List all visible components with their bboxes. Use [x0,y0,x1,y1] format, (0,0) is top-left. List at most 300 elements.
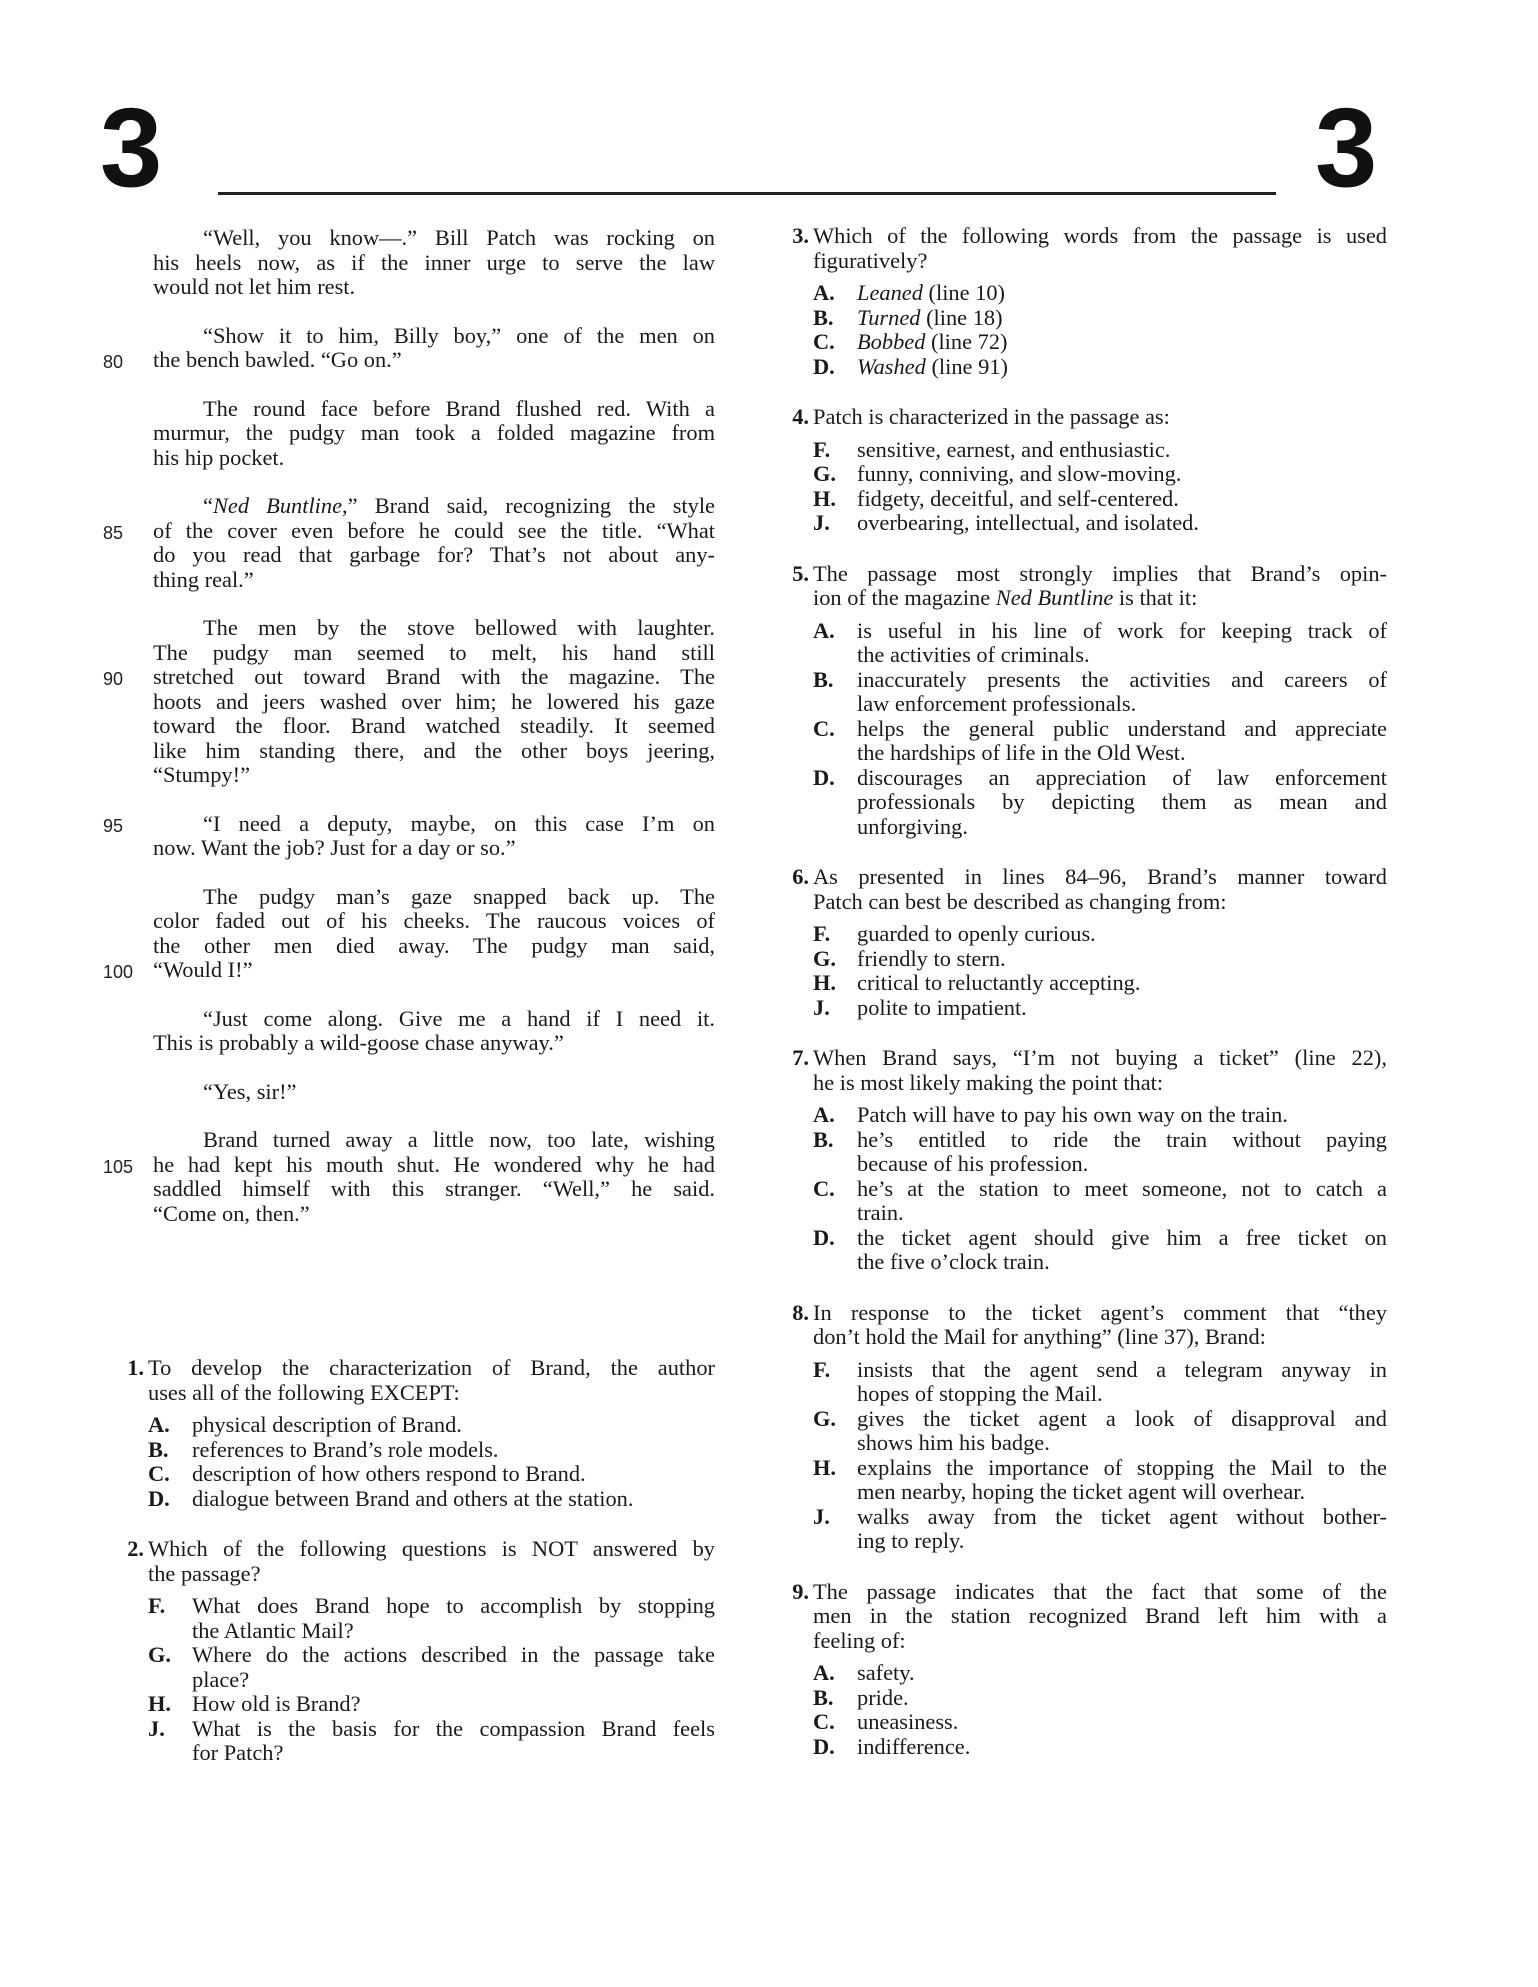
answer-option [813,619,1387,668]
option-letter: A. [813,1660,835,1685]
option-line: What is the basis for the compassion Brand feels [192,1715,715,1741]
question-stem-line: Which of the following questions is NOT answered by [148,1536,715,1561]
option-text [857,619,1387,668]
header-rule [218,192,1276,195]
option-line: walks away from the ticket agent without bother- [857,1503,1387,1529]
passage-line-text: the bench bawled. “Go on.” [153,347,402,372]
passage-line-text: “Ned Buntline,” Brand said, recognizing the style [203,493,715,518]
option-text [857,1226,1387,1275]
answer-option [148,1717,715,1766]
option-word: Leaned [857,280,923,305]
option-letter: A. [813,280,835,305]
passage-paragraph [103,883,715,983]
passage-line [103,810,715,837]
question-number: 9. [792,1578,809,1604]
section-number-right: 3 [1315,85,1378,210]
question-item [110,1537,715,1766]
option-line: What does Brand hope to accomplish by stopping [192,1593,715,1618]
question-stem-line: don’t hold the Mail for anything” (line 37), Brand: [813,1324,1266,1349]
passage-line [153,1177,715,1202]
question-number: 1. [127,1355,144,1380]
option-line: the ticket agent should give him a free ticket on [857,1224,1387,1250]
option-line: he’s at the station to meet someone, not to catch a [857,1175,1387,1201]
stem-text: ion of the magazine [813,585,996,610]
passage-line [153,421,715,446]
option-letter: H. [813,1454,837,1480]
option-line: professionals by depicting them as mean and [857,789,1387,814]
option-line: explains the importance of stopping the Mail to the [857,1454,1387,1480]
option-letter: G. [813,461,837,486]
answer-options [775,1103,1387,1275]
passage-line [153,934,715,959]
answer-option [813,1735,1387,1760]
question-item [775,224,1387,379]
passage-line [103,957,715,983]
questions-left-column [110,1356,715,1792]
stem-italic-title: Ned Buntline [995,585,1114,610]
option-line: the Atlantic Mail? [192,1617,354,1643]
option-line: overbearing, intellectual, and isolated. [857,510,1199,535]
option-letter: B. [813,666,834,692]
passage-line-text: “Would I!” [153,957,253,982]
passage-line-text: toward the floor. Brand watched steadily. It seemed [153,713,715,738]
option-text [192,1643,715,1692]
option-text [857,1505,1387,1554]
option-line: insists that the agent send a telegram anyway in [857,1356,1387,1382]
option-text [857,668,1387,717]
passage-paragraph [103,1127,715,1226]
questions-right-column [775,224,1387,1785]
option-line: train. [857,1200,904,1225]
option-line: friendly to stern. [857,945,1006,971]
answer-option [148,1413,715,1438]
answer-option [813,996,1387,1021]
option-letter: H. [148,1691,172,1716]
passage-paragraph [103,615,715,788]
option-line: polite to impatient. [857,994,1027,1020]
option-letter: G. [148,1642,172,1667]
passage-paragraph [153,397,715,471]
answer-option [813,1103,1387,1128]
question-stem-line: Patch can best be described as changing from: [813,888,1227,914]
option-line: How old is Brand? [192,1691,361,1716]
question-head [775,224,1387,273]
question-stem-line: men in the station recognized Brand left him with a [813,1603,1387,1628]
option-line-ref: (line 72) [925,329,1008,354]
question-head [775,562,1387,611]
question-stem-line [813,586,1387,611]
answer-options [775,281,1387,379]
passage-line-text: now. Want the job? Just for a day or so.” [153,835,516,860]
answer-option [813,668,1387,717]
option-text [857,1661,1387,1686]
question-head [110,1356,715,1405]
passage-line [153,690,715,715]
answer-option [813,487,1387,512]
answer-option [148,1487,715,1512]
option-text [857,922,1387,947]
option-line: because of his profession. [857,1151,1089,1176]
question-stem [148,1537,715,1586]
option-line: the five o’clock train. [857,1249,1050,1274]
question-stem-line: Patch is characterized in the passage as: [813,404,1170,429]
passage-line [153,226,715,251]
line-number: 100 [103,962,134,982]
passage-paragraph [103,493,715,592]
option-text [857,1177,1387,1226]
passage-paragraph [153,1007,715,1056]
question-stem-line: Which of the following words from the passage is used [813,223,1387,248]
passage-line-text: “Stumpy!” [153,762,251,787]
question-stem-line: The passage indicates that the fact that some of the [813,1578,1387,1604]
answer-options [775,1661,1387,1759]
option-letter: B. [813,1684,834,1710]
passage-line-text: saddled himself with this stranger. “Well,” he said. [153,1176,715,1201]
option-letter: C. [813,1175,835,1201]
line-number: 95 [103,815,124,836]
passage-line [153,714,715,739]
passage-line [103,347,715,373]
answer-options [110,1413,715,1511]
passage-line [153,1080,715,1105]
option-word: Turned [857,304,921,330]
passage-line-text: his heels now, as if the inner urge to serve the law [153,249,715,275]
option-line: dialogue between Brand and others at the station. [192,1485,634,1511]
question-stem-line: feeling of: [813,1627,906,1653]
passage-line [153,494,715,519]
question-number: 5. [792,560,809,586]
passage-line-text: The pudgy man’s gaze snapped back up. The [203,883,715,909]
option-text [857,1103,1387,1128]
question-head [775,405,1387,430]
option-line-ref: (line 91) [925,353,1008,379]
option-line: law enforcement professionals. [857,691,1137,716]
option-line: for Patch? [192,1740,284,1765]
passage-line-text: The round face before Brand flushed red. With a [203,395,715,421]
option-line-ref: (line 10) [922,280,1005,305]
answer-option [813,355,1387,380]
question-stem [813,224,1387,273]
option-line: sensitive, earnest, and enthusiastic. [857,436,1171,462]
passage-line [153,275,715,300]
question-number: 2. [127,1536,144,1561]
passage-line [153,641,715,666]
question-stem-line: The passage most strongly implies that Brand’s opin- [813,560,1387,586]
section-number-left: 3 [100,85,163,210]
question-stem [148,1356,715,1405]
option-letter: B. [148,1436,169,1462]
option-text [192,1594,715,1643]
answer-option [148,1643,715,1692]
question-head [775,1301,1387,1350]
line-number: 90 [103,669,124,689]
option-text [857,281,1387,306]
answer-options [775,619,1387,840]
answer-option [813,438,1387,463]
question-stem [813,1301,1387,1350]
question-stem [813,865,1387,914]
passage-line-text: his hip pocket. [153,444,285,470]
option-letter: J. [813,1503,830,1529]
passage-line-text: “Yes, sir!” [203,1078,297,1104]
answer-option [148,1462,715,1487]
question-number: 7. [792,1045,809,1070]
passage-line-text: like him standing there, and the other boys jeering, [153,737,715,763]
answer-option [813,947,1387,972]
option-line: references to Brand’s role models. [192,1436,499,1462]
option-line: physical description of Brand. [192,1412,462,1437]
option-line: the hardships of life in the Old West. [857,740,1186,765]
option-letter: J. [813,510,830,535]
question-item [775,562,1387,840]
passage-line-text: “I need a deputy, maybe, on this case I’m on [203,810,715,836]
option-letter: A. [813,617,835,643]
question-stem-line: As presented in lines 84–96, Brand’s manner toward [813,864,1387,889]
option-letter: G. [813,1405,837,1431]
option-text [857,717,1387,766]
question-head [110,1537,715,1586]
question-item [775,1046,1387,1275]
passage-line [153,836,715,861]
question-stem-line: figuratively? [813,247,928,273]
passage-line-text: This is probably a wild-goose chase anyway.” [153,1030,564,1055]
option-text [857,487,1387,512]
question-head [775,865,1387,914]
passage-line [153,739,715,764]
passage-line [153,616,715,641]
option-line: uneasiness. [857,1709,959,1734]
question-item [775,865,1387,1020]
option-letter: H. [813,485,837,511]
passage-paragraph [103,322,715,373]
answer-option [813,462,1387,487]
option-line [857,355,1387,380]
option-line: unforgiving. [857,813,968,839]
option-line: shows him his badge. [857,1430,1050,1455]
option-line: indifference. [857,1733,971,1759]
passage-line-text: “Come on, then.” [153,1200,310,1226]
option-text [857,1710,1387,1735]
option-letter: F. [813,921,831,946]
option-letter: D. [813,1224,835,1250]
answer-option [813,281,1387,306]
option-letter: J. [148,1715,165,1741]
option-line-ref: (line 18) [920,304,1003,330]
answer-option [813,1710,1387,1735]
option-text [857,1407,1387,1456]
question-stem [813,1046,1387,1095]
answer-option [813,306,1387,331]
option-text [192,1717,715,1766]
passage-line [103,517,715,544]
option-text [857,996,1387,1021]
passage-line-text: of the cover even before he could see the title. “What [153,517,715,543]
passage-line [153,1007,715,1032]
answer-options [110,1594,715,1766]
option-line: the activities of criminals. [857,642,1090,667]
option-letter: C. [148,1461,170,1486]
option-line: inaccurately presents the activities and careers of [857,666,1387,692]
passage-line-text: “Show it to him, Billy boy,” one of the men on [203,322,715,348]
question-stem [813,405,1387,430]
answer-option [813,511,1387,536]
answer-option [148,1438,715,1463]
passage-line-text: he had kept his mouth shut. He wondered why he had [153,1151,715,1177]
passage-line [153,251,715,276]
question-head [775,1046,1387,1095]
option-text [857,306,1387,331]
passage-line-text: do you read that garbage for? That’s not about any- [153,542,715,567]
option-letter: D. [813,764,835,790]
option-letter: D. [148,1485,170,1511]
question-item [775,1580,1387,1760]
option-text [857,1128,1387,1177]
answer-options [775,1358,1387,1554]
passage-line [153,568,715,593]
passage-line [103,664,715,690]
passage-paragraph [153,226,715,300]
option-text [192,1438,715,1463]
option-line [857,281,1387,306]
passage-line-text: Brand turned away a little now, too late, wishing [203,1127,715,1152]
question-item [775,405,1387,536]
answer-option [813,1661,1387,1686]
passage-excerpt [103,225,715,1250]
option-line: hopes of stopping the Mail. [857,1381,1103,1406]
option-text [857,766,1387,840]
passage-line [153,763,715,788]
question-number: 8. [792,1299,809,1325]
option-line: funny, conniving, and slow-moving. [857,461,1182,486]
question-number: 6. [792,864,809,889]
passage-line [153,324,715,349]
option-word: Washed [857,353,926,379]
question-number: 3. [792,223,809,248]
option-letter: B. [813,304,834,330]
option-text [192,1692,715,1717]
passage-line-text: would not let him rest. [153,274,356,299]
option-text [857,438,1387,463]
passage-line [103,1151,715,1178]
answer-option [813,1226,1387,1275]
question-stem [813,1580,1387,1654]
question-stem-line: uses all of the following EXCEPT: [148,1379,460,1405]
option-text [857,330,1387,355]
option-line: Where do the actions described in the passage take [192,1642,715,1667]
option-line [857,306,1387,331]
passage-paragraph [103,810,715,861]
answer-option [148,1594,715,1643]
question-stem-line: he is most likely making the point that: [813,1069,1164,1095]
option-text [857,1686,1387,1711]
option-text [857,355,1387,380]
option-letter: D. [813,1733,835,1759]
option-line: men nearby, hoping the ticket agent will overhear. [857,1479,1306,1504]
question-item [775,1301,1387,1554]
question-stem-line: To develop the characterization of Brand, the author [148,1355,715,1380]
answer-option [813,971,1387,996]
passage-line [153,543,715,568]
answer-options [775,922,1387,1020]
option-line [857,330,1387,355]
option-line: guarded to openly curious. [857,921,1096,946]
answer-option [813,717,1387,766]
option-text [192,1413,715,1438]
question-stem-line: In response to the ticket agent’s comment that “they [813,1299,1387,1325]
answer-option [813,1505,1387,1554]
option-line: critical to reluctantly accepting. [857,970,1141,995]
option-letter: C. [813,1709,835,1734]
option-letter: B. [813,1126,834,1152]
option-letter: J. [813,994,830,1020]
option-text [857,947,1387,972]
passage-line-text: “Just come along. Give me a hand if I need it. [203,1005,715,1031]
passage-line [153,1031,715,1056]
option-letter: F. [148,1593,166,1618]
line-number: 105 [103,1156,134,1177]
option-line: helps the general public understand and appreciate [857,715,1387,741]
option-word: Bobbed [857,329,926,354]
option-letter: H. [813,970,837,995]
option-letter: C. [813,715,835,741]
option-text [857,971,1387,996]
passage-line-text: hoots and jeers washed over him; he lowered his gaze [153,688,715,714]
option-text [857,1358,1387,1407]
option-line: Patch will have to pay his own way on the train. [857,1102,1288,1127]
option-line: description of how others respond to Brand. [192,1461,586,1486]
option-line: ing to reply. [857,1528,965,1553]
passage-line [153,909,715,934]
question-head [775,1580,1387,1654]
answer-option [148,1692,715,1717]
option-letter: C. [813,329,835,354]
passage-line-text: the other men died away. The pudgy man said, [153,932,715,958]
answer-option [813,1358,1387,1407]
question-stem-line: When Brand says, “I’m not buying a ticket” (line 22), [813,1045,1387,1070]
option-letter: A. [813,1102,835,1127]
option-letter: G. [813,945,837,971]
answer-option [813,330,1387,355]
passage-line-text: The pudgy man seemed to melt, his hand still [153,639,715,665]
option-line: gives the ticket agent a look of disapproval and [857,1405,1387,1431]
passage-line-text: murmur, the pudgy man took a folded magazine from [153,420,715,445]
stem-text: is that it: [1113,585,1198,610]
passage-line [153,446,715,471]
option-line: discourages an appreciation of law enforcement [857,764,1387,790]
answer-option [813,1128,1387,1177]
option-line: place? [192,1666,250,1692]
answer-option [813,922,1387,947]
question-number: 4. [792,404,809,429]
option-letter: A. [148,1412,170,1437]
option-text [192,1487,715,1512]
answer-option [813,1456,1387,1505]
option-text [857,511,1387,536]
option-text [857,1735,1387,1760]
option-text [857,1456,1387,1505]
answer-option [813,1686,1387,1711]
option-letter: F. [813,436,831,462]
option-text [857,462,1387,487]
option-text [192,1462,715,1487]
passage-line-text: “Well, you know—.” Bill Patch was rocking on [203,225,715,250]
passage-line [153,885,715,910]
option-letter: D. [813,353,835,379]
option-line: he’s entitled to ride the train without paying [857,1126,1387,1152]
line-number: 80 [103,352,124,372]
passage-line-text: stretched out toward Brand with the magazine. The [153,664,715,689]
line-number: 85 [103,522,124,543]
